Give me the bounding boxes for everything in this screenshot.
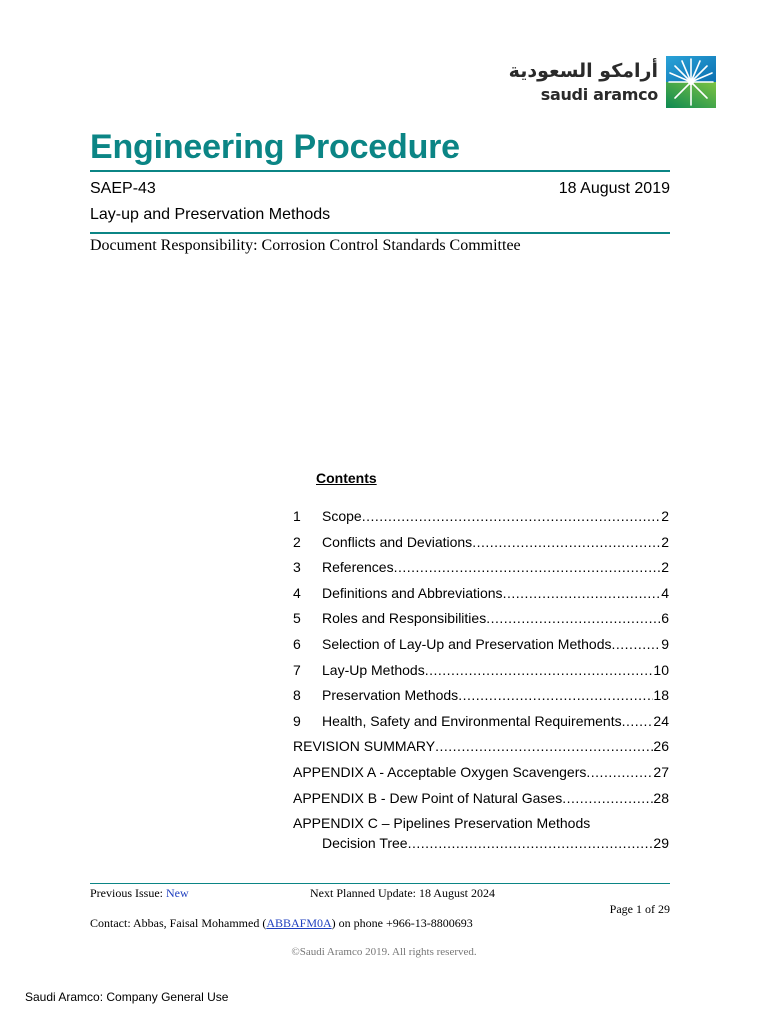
contents-heading: Contents xyxy=(316,470,377,486)
contact-prefix: Contact: Abbas, Faisal Mohammed ( xyxy=(90,916,267,930)
toc-entry-title: Lay-Up Methods xyxy=(322,661,425,678)
document-type-title: Engineering Procedure xyxy=(90,128,460,166)
toc-entry[interactable] xyxy=(293,585,669,611)
aramco-star-icon xyxy=(666,56,716,108)
logo-arabic-text: أرامكو السعودية xyxy=(508,60,658,82)
toc-entry[interactable] xyxy=(293,610,669,636)
toc-entry-number: 3 xyxy=(293,559,301,576)
toc-entry-page: 29 xyxy=(653,835,669,852)
table-of-contents xyxy=(293,508,669,855)
copyright-notice: ©Saudi Aramco 2019. All rights reserved. xyxy=(291,946,477,958)
contact-suffix: ) on phone +966-13-8800693 xyxy=(331,916,473,930)
toc-entry[interactable] xyxy=(293,508,669,534)
toc-entry-number: 1 xyxy=(293,508,301,524)
toc-entry-page: 9 xyxy=(661,635,669,652)
toc-leader-dots xyxy=(394,559,662,575)
toc-leader-dots xyxy=(622,713,654,729)
toc-entry-title: APPENDIX C – Pipelines Preservation Methods xyxy=(293,815,591,832)
logo-english-text: saudi aramco xyxy=(540,85,658,104)
toc-leader-dots xyxy=(458,687,653,703)
classification-label: Saudi Aramco: Company General Use xyxy=(25,990,229,1004)
toc-entry-title-continued: Decision Tree xyxy=(322,835,408,852)
header-divider xyxy=(90,232,670,234)
title-divider xyxy=(90,170,670,172)
toc-leader-dots xyxy=(408,835,654,851)
toc-entry-title: Conflicts and Deviations xyxy=(322,533,473,550)
toc-entry-number: 7 xyxy=(293,661,301,678)
toc-entry[interactable] xyxy=(293,559,669,585)
toc-entry-page: 27 xyxy=(653,763,669,780)
toc-entry-title: Roles and Responsibilities xyxy=(322,610,487,627)
toc-entry-page: 24 xyxy=(653,712,669,729)
toc-entry-title: Health, Safety and Environmental Requirements xyxy=(322,712,622,729)
toc-entry-number: 2 xyxy=(293,533,301,550)
toc-entry-page: 10 xyxy=(653,661,669,678)
toc-entry-number: 5 xyxy=(293,610,301,627)
toc-entry-page: 2 xyxy=(661,559,669,576)
next-planned-update: Next Planned Update: 18 August 2024 xyxy=(310,886,495,900)
previous-issue xyxy=(90,886,189,901)
toc-entry-title: Definitions and Abbreviations xyxy=(322,584,503,601)
toc-entry-page: 26 xyxy=(653,738,669,755)
toc-entry[interactable] xyxy=(293,662,669,688)
toc-entry-page: 18 xyxy=(653,687,669,704)
toc-entry-page: 28 xyxy=(653,789,669,806)
contact-info xyxy=(90,916,473,931)
toc-leader-dots xyxy=(486,610,661,626)
saudi-aramco-logo xyxy=(508,56,716,112)
document-number: SAEP-43 xyxy=(90,180,156,197)
toc-leader-dots xyxy=(503,585,662,601)
page-number: Page 1 of 29 xyxy=(609,902,670,916)
toc-entry[interactable] xyxy=(293,636,669,662)
previous-issue-value: New xyxy=(166,886,189,900)
toc-entry-page: 2 xyxy=(661,533,669,550)
toc-entry-page: 4 xyxy=(661,584,669,601)
toc-entry-title: Preservation Methods xyxy=(322,687,459,704)
toc-leader-dots xyxy=(425,662,654,678)
toc-entry-page: 6 xyxy=(661,610,669,627)
document-responsibility: Document Responsibility: Corrosion Control Standards Committee xyxy=(90,237,521,254)
toc-leader-dots xyxy=(472,534,661,550)
toc-entry-number: 8 xyxy=(293,687,301,704)
document-title: Lay-up and Preservation Methods xyxy=(90,206,331,223)
toc-entry-number: 6 xyxy=(293,635,301,652)
toc-entry[interactable] xyxy=(293,534,669,560)
toc-entry-number: 4 xyxy=(293,584,301,601)
toc-leader-dots xyxy=(612,636,662,652)
toc-entry-number: 9 xyxy=(293,712,301,729)
toc-entry[interactable] xyxy=(293,713,669,739)
toc-entry-title: APPENDIX A - Acceptable Oxygen Scavengers xyxy=(293,763,587,780)
toc-entry[interactable] xyxy=(293,790,669,816)
toc-leader-dots xyxy=(562,790,653,806)
toc-entry[interactable] xyxy=(293,738,669,764)
toc-leader-dots xyxy=(435,738,653,754)
toc-entry-title: Scope xyxy=(322,508,362,524)
toc-entry-title: References xyxy=(322,559,394,576)
toc-leader-dots xyxy=(586,764,653,780)
toc-entry-title: REVISION SUMMARY xyxy=(293,738,436,755)
footer-divider xyxy=(90,883,670,884)
toc-leader-dots xyxy=(362,508,662,524)
previous-issue-label: Previous Issue: xyxy=(90,886,166,900)
toc-entry[interactable] xyxy=(293,764,669,790)
toc-entry[interactable] xyxy=(293,687,669,713)
toc-entry-appendix-c[interactable] xyxy=(293,815,669,855)
contact-id-link[interactable]: ABBAFM0A xyxy=(266,916,332,930)
toc-entry-page: 2 xyxy=(661,508,669,524)
toc-entry-title: Selection of Lay-Up and Preservation Methods xyxy=(322,635,612,652)
toc-entry-title: APPENDIX B - Dew Point of Natural Gases xyxy=(293,789,563,806)
document-date: 18 August 2019 xyxy=(558,180,670,197)
